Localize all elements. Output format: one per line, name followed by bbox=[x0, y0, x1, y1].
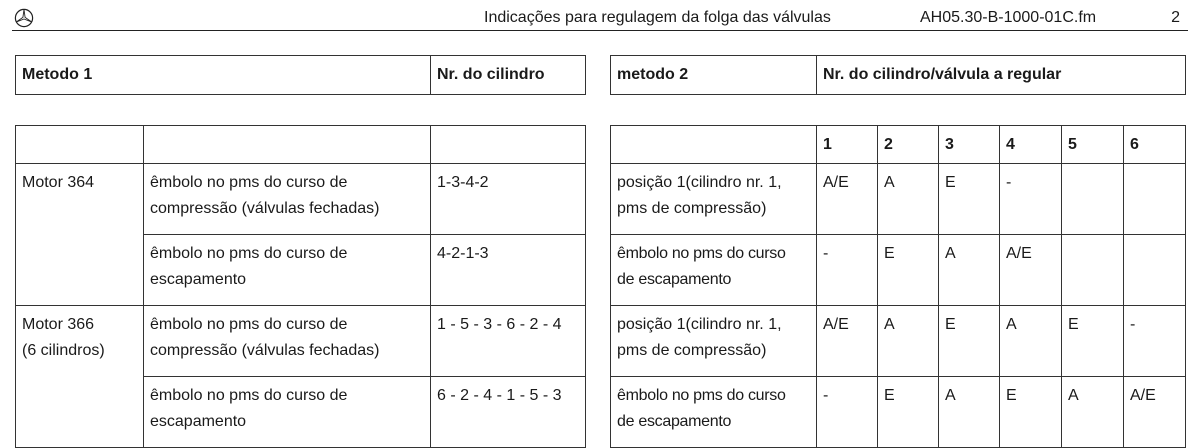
valve-header-4: 4 bbox=[1000, 126, 1062, 164]
valve-cell: A bbox=[1000, 306, 1062, 377]
valve-cell: A/E bbox=[817, 164, 878, 235]
column-spacer bbox=[586, 56, 611, 95]
method2-line2: de escapamento bbox=[617, 413, 732, 430]
stroke-line1: êmbolo no pms do curso de bbox=[150, 245, 348, 262]
firing-order-cell: 6 - 2 - 4 - 1 - 5 - 3 bbox=[431, 377, 586, 448]
stroke-line2: compressão (válvulas fechadas) bbox=[150, 342, 380, 359]
valve-header-6: 6 bbox=[1124, 126, 1186, 164]
cylinder-valve-header: Nr. do cilindro/válvula a regular bbox=[817, 56, 1186, 95]
valve-cell: A/E bbox=[1000, 235, 1062, 306]
method2-line1: posição 1(cilindro nr. 1, bbox=[617, 174, 782, 191]
method2-line1: êmbolo no pms do curso bbox=[617, 387, 786, 404]
stroke-cell bbox=[144, 235, 431, 306]
firing-order-cell: 1-3-4-2 bbox=[431, 164, 586, 235]
valve-header-3: 3 bbox=[939, 126, 1000, 164]
valve-cell: E bbox=[1062, 306, 1124, 377]
valve-cell bbox=[1062, 235, 1124, 306]
table-row bbox=[16, 164, 1186, 235]
method-header-row bbox=[16, 56, 1186, 95]
page-header bbox=[12, 6, 1188, 31]
column-spacer bbox=[586, 235, 611, 306]
stroke-line1: êmbolo no pms do curso de bbox=[150, 387, 348, 404]
motor-cell bbox=[16, 164, 144, 235]
method2-line2: de escapamento bbox=[617, 271, 732, 288]
motor-label: Motor 364 bbox=[22, 174, 95, 191]
valve-header-row bbox=[16, 126, 1186, 164]
method2-header: metodo 2 bbox=[611, 56, 817, 95]
valve-cell: A bbox=[939, 377, 1000, 448]
column-spacer bbox=[586, 126, 611, 164]
empty-header-cell bbox=[431, 126, 586, 164]
stroke-line1: êmbolo no pms do curso de bbox=[150, 174, 348, 191]
column-spacer bbox=[586, 306, 611, 377]
stroke-cell bbox=[144, 306, 431, 377]
empty-header-cell bbox=[16, 126, 144, 164]
valve-cell: - bbox=[817, 377, 878, 448]
column-spacer bbox=[586, 164, 611, 235]
firing-order-cell: 1 - 5 - 3 - 6 - 2 - 4 bbox=[431, 306, 586, 377]
firing-order-cell: 4-2-1-3 bbox=[431, 235, 586, 306]
table-row bbox=[16, 235, 1186, 306]
mercedes-star-logo-icon bbox=[14, 8, 34, 28]
method2-line1: êmbolo no pms do curso bbox=[617, 245, 786, 262]
valve-cell: A bbox=[878, 164, 939, 235]
valve-cell: E bbox=[1000, 377, 1062, 448]
valve-cell: E bbox=[939, 306, 1000, 377]
valve-header-5: 5 bbox=[1062, 126, 1124, 164]
document-filename: AH05.30-B-1000-01C.fm bbox=[920, 9, 1097, 26]
cylinder-number-header: Nr. do cilindro bbox=[431, 56, 586, 95]
motor-sublabel: (6 cilindros) bbox=[22, 342, 105, 359]
empty-header-cell bbox=[611, 126, 817, 164]
valve-cell: - bbox=[1124, 306, 1186, 377]
valve-cell: - bbox=[817, 235, 878, 306]
valve-cell: E bbox=[878, 235, 939, 306]
valve-cell: A/E bbox=[817, 306, 878, 377]
motor-label: Motor 366 bbox=[22, 316, 95, 333]
method2-cell bbox=[611, 164, 817, 235]
method2-line2: pms de compressão) bbox=[617, 342, 767, 359]
method2-line2: pms de compressão) bbox=[617, 200, 767, 217]
stroke-line2: compressão (válvulas fechadas) bbox=[150, 200, 380, 217]
stroke-line2: escapamento bbox=[150, 271, 247, 288]
valve-adjustment-table bbox=[15, 125, 1186, 448]
valve-cell: A/E bbox=[1124, 377, 1186, 448]
stroke-line2: escapamento bbox=[150, 413, 247, 430]
stroke-line1: êmbolo no pms do curso de bbox=[150, 316, 348, 333]
valve-header-1: 1 bbox=[817, 126, 878, 164]
valve-cell: E bbox=[939, 164, 1000, 235]
valve-cell: A bbox=[939, 235, 1000, 306]
motor-cell bbox=[16, 306, 144, 377]
valve-cell: - bbox=[1000, 164, 1062, 235]
method2-cell bbox=[611, 306, 817, 377]
valve-cell bbox=[1124, 235, 1186, 306]
empty-header-cell bbox=[144, 126, 431, 164]
page-number: 2 bbox=[1171, 9, 1180, 26]
method1-header: Metodo 1 bbox=[16, 56, 431, 95]
document-title: Indicações para regulagem da folga das válvulas bbox=[484, 9, 831, 26]
motor-cell bbox=[16, 235, 144, 306]
valve-cell bbox=[1124, 164, 1186, 235]
stroke-cell bbox=[144, 164, 431, 235]
valve-cell: A bbox=[1062, 377, 1124, 448]
method2-line1: posição 1(cilindro nr. 1, bbox=[617, 316, 782, 333]
valve-header-2: 2 bbox=[878, 126, 939, 164]
valve-cell bbox=[1062, 164, 1124, 235]
method-header-table bbox=[15, 55, 1186, 95]
valve-cell: E bbox=[878, 377, 939, 448]
table-row bbox=[16, 306, 1186, 377]
method2-cell bbox=[611, 235, 817, 306]
valve-cell: A bbox=[878, 306, 939, 377]
